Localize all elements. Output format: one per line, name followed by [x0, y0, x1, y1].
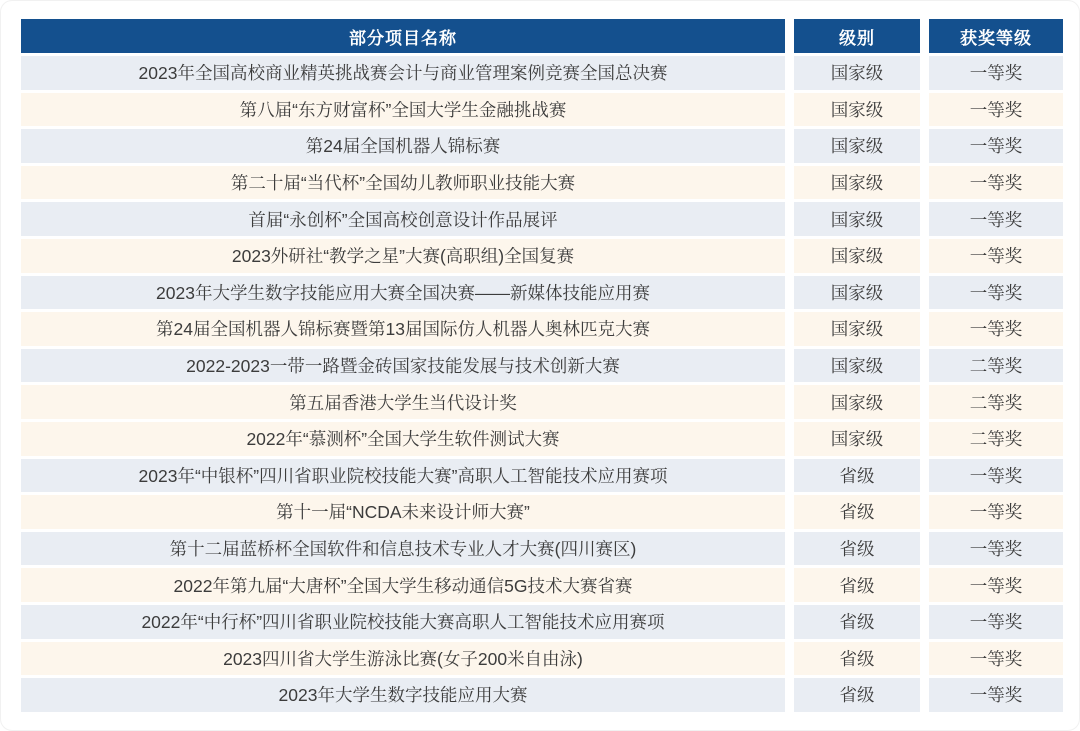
award-grade-cell: 一等奖: [929, 495, 1063, 529]
project-name-cell: 2022年“中行杯”四川省职业院校技能大赛高职人工智能技术应用赛项: [21, 605, 785, 639]
level-cell: 国家级: [794, 166, 920, 200]
table-row: [21, 56, 1063, 90]
level-cell: 省级: [794, 605, 920, 639]
level-cell: 省级: [794, 459, 920, 493]
table-row: [21, 495, 1063, 529]
award-grade-cell: 一等奖: [929, 605, 1063, 639]
table-row: [21, 532, 1063, 566]
project-name-cell: 第八届“东方财富杯”全国大学生金融挑战赛: [21, 93, 785, 127]
level-cell: 省级: [794, 532, 920, 566]
award-grade-cell: 一等奖: [929, 568, 1063, 602]
project-name-cell: 第24届全国机器人锦标赛: [21, 129, 785, 163]
level-cell: 省级: [794, 568, 920, 602]
level-cell: 国家级: [794, 276, 920, 310]
award-grade-cell: 一等奖: [929, 678, 1063, 712]
project-name-cell: 2023年大学生数字技能应用大赛全国决赛——新媒体技能应用赛: [21, 276, 785, 310]
table-row: [21, 568, 1063, 602]
project-name-cell: 2023外研社“教学之星”大赛(高职组)全国复赛: [21, 239, 785, 273]
award-grade-cell: 一等奖: [929, 459, 1063, 493]
table-row: [21, 312, 1063, 346]
table-row: [21, 459, 1063, 493]
project-name-cell: 2022年“慕测杯”全国大学生软件测试大赛: [21, 422, 785, 456]
level-cell: 国家级: [794, 56, 920, 90]
level-cell: 省级: [794, 678, 920, 712]
project-name-cell: 2023四川省大学生游泳比赛(女子200米自由泳): [21, 642, 785, 676]
column-header-project-name: 部分项目名称: [21, 19, 785, 53]
level-cell: 国家级: [794, 239, 920, 273]
award-grade-cell: 一等奖: [929, 312, 1063, 346]
award-grade-cell: 一等奖: [929, 166, 1063, 200]
table-row: [21, 385, 1063, 419]
level-cell: 国家级: [794, 129, 920, 163]
award-grade-cell: 二等奖: [929, 385, 1063, 419]
project-name-cell: 2023年大学生数字技能应用大赛: [21, 678, 785, 712]
table-row: [21, 605, 1063, 639]
project-name-cell: 2023年全国高校商业精英挑战赛会计与商业管理案例竞赛全国总决赛: [21, 56, 785, 90]
project-name-cell: 第十二届蓝桥杯全国软件和信息技术专业人才大赛(四川赛区): [21, 532, 785, 566]
award-grade-cell: 一等奖: [929, 202, 1063, 236]
level-cell: 国家级: [794, 312, 920, 346]
table-row: [21, 678, 1063, 712]
level-cell: 国家级: [794, 202, 920, 236]
award-grade-cell: 一等奖: [929, 56, 1063, 90]
table-row: [21, 349, 1063, 383]
project-name-cell: 第24届全国机器人锦标赛暨第13届国际仿人机器人奥林匹克大赛: [21, 312, 785, 346]
level-cell: 省级: [794, 642, 920, 676]
table-row: [21, 642, 1063, 676]
award-grade-cell: 一等奖: [929, 129, 1063, 163]
award-grade-cell: 一等奖: [929, 239, 1063, 273]
award-grade-cell: 一等奖: [929, 93, 1063, 127]
table-row: [21, 93, 1063, 127]
table-row: [21, 166, 1063, 200]
award-grade-cell: 一等奖: [929, 532, 1063, 566]
award-grade-cell: 二等奖: [929, 422, 1063, 456]
level-cell: 国家级: [794, 93, 920, 127]
project-name-cell: 第十一届“NCDA未来设计师大赛”: [21, 495, 785, 529]
table-row: [21, 129, 1063, 163]
level-cell: 国家级: [794, 349, 920, 383]
table-header-row: [21, 19, 1063, 53]
column-header-award-grade: 获奖等级: [929, 19, 1063, 53]
table-row: [21, 422, 1063, 456]
award-grade-cell: 一等奖: [929, 642, 1063, 676]
level-cell: 国家级: [794, 385, 920, 419]
project-name-cell: 首届“永创杯”全国高校创意设计作品展评: [21, 202, 785, 236]
level-cell: 国家级: [794, 422, 920, 456]
award-grade-cell: 一等奖: [929, 276, 1063, 310]
table-row: [21, 202, 1063, 236]
project-name-cell: 第五届香港大学生当代设计奖: [21, 385, 785, 419]
column-header-level: 级别: [794, 19, 920, 53]
table-row: [21, 239, 1063, 273]
project-name-cell: 2022年第九届“大唐杯”全国大学生移动通信5G技术大赛省赛: [21, 568, 785, 602]
project-name-cell: 第二十届“当代杯”全国幼儿教师职业技能大赛: [21, 166, 785, 200]
table-body: [21, 56, 1063, 712]
award-grade-cell: 二等奖: [929, 349, 1063, 383]
table-row: [21, 276, 1063, 310]
level-cell: 省级: [794, 495, 920, 529]
awards-table: [21, 19, 1063, 715]
project-name-cell: 2022-2023一带一路暨金砖国家技能发展与技术创新大赛: [21, 349, 785, 383]
project-name-cell: 2023年“中银杯”四川省职业院校技能大赛”高职人工智能技术应用赛项: [21, 459, 785, 493]
